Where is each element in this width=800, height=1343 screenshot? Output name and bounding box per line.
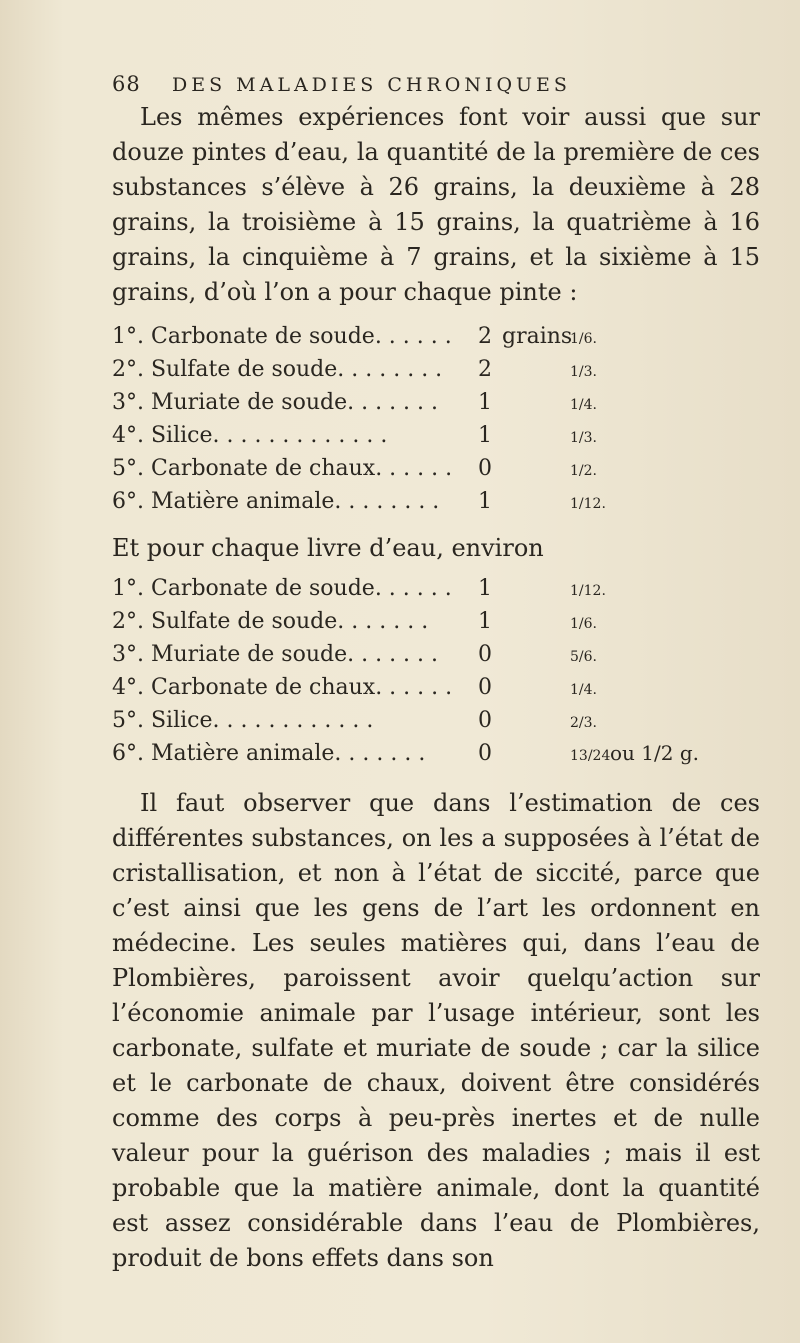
row-label: 5°. Carbonate de chaux. . . . . . [112, 456, 453, 481]
row-qty: 0 [478, 642, 492, 667]
row-fraction: 1/12. [570, 496, 606, 512]
table-row [112, 642, 760, 675]
table-row [112, 576, 760, 609]
table-row [112, 423, 760, 456]
table-per-livre [112, 576, 760, 774]
chapter-title: DES MALADIES CHRONIQUES [172, 74, 571, 96]
row-label: 4°. Silice. . . . . . . . . . . . . [112, 423, 388, 448]
row-label: 2°. Sulfate de soude. . . . . . . [112, 609, 429, 634]
row-fraction: 1/2. [570, 463, 597, 479]
row-fraction: 1/6. [570, 331, 597, 347]
row-qty: 2 [478, 357, 492, 382]
row-label: 6°. Matière animale. . . . . . . . [112, 489, 440, 514]
table-per-pinte [112, 324, 760, 522]
table-row [112, 708, 760, 741]
table-row [112, 357, 760, 390]
row-label: 1°. Carbonate de soude. . . . . . [112, 324, 452, 349]
table-row [112, 609, 760, 642]
row-label: 4°. Carbonate de chaux. . . . . . [112, 675, 453, 700]
row-label: 3°. Muriate de soude. . . . . . . [112, 390, 439, 415]
row-label: 5°. Silice. . . . . . . . . . . . [112, 708, 374, 733]
table-row [112, 456, 760, 489]
row-label: 3°. Muriate de soude. . . . . . . [112, 642, 439, 667]
table-row [112, 324, 760, 357]
row-fraction: 2/3. [570, 715, 597, 731]
intro-paragraph: Les mêmes expériences font voir aussi que sur douze pintes d’eau, la quantité de la première de ces substances s’élève à 26 grains, la deuxième à 28 grains, la troisième à 15 grains, la quatrième à 16 grains, la cinquième à 7 grains, et la sixième à 15 grains, d’où l’on a pour chaque pinte : [112, 103, 760, 306]
row-qty: 1 [478, 423, 492, 448]
row-label: 2°. Sulfate de soude. . . . . . . . [112, 357, 443, 382]
row-qty: 0 [478, 456, 492, 481]
row-qty: 1 [478, 576, 492, 601]
table-row [112, 390, 760, 423]
row-fraction: 1/4. [570, 682, 597, 698]
row-label: 1°. Carbonate de soude. . . . . . [112, 576, 452, 601]
table-row [112, 489, 760, 522]
table-row [112, 675, 760, 708]
row-fraction: 1/3. [570, 430, 597, 446]
row-qty: 1 [478, 390, 492, 415]
sub-heading: Et pour chaque livre d’eau, environ [112, 534, 544, 562]
row-qty: 2 [478, 324, 492, 349]
row-fraction: 1/12. [570, 583, 606, 599]
row-qty: 1 [478, 489, 492, 514]
table-row [112, 741, 760, 774]
page-number: 68 [112, 72, 141, 96]
row-fraction: 1/4. [570, 397, 597, 413]
row-fraction: 5/6. [570, 649, 597, 665]
running-head [112, 72, 760, 96]
row-qty: 0 [478, 741, 492, 766]
row-label: 6°. Matière animale. . . . . . . [112, 741, 426, 766]
row-qty: 0 [478, 708, 492, 733]
row-fraction: 13/24 [570, 748, 611, 764]
row-fraction: 1/6. [570, 616, 597, 632]
row-unit: grains [502, 324, 573, 349]
conclusion-paragraph: Il faut observer que dans l’estimation de ces différentes substances, on les a supposées à l’état de cristallisation, et non à l’état de siccité, parce que c’est ainsi que les gens de l’art les ordonnent en médecine. Les seules matières qui, dans l’eau de Plombières, paroissent avoir quelqu’action sur l’économie animale par l’usage intérieur, sont les carbonate, sulfate et muriate de soude ; car la silice et le carbonate de chaux, doivent être considérés comme des corps à peu-près inertes et de nulle valeur pour la guérison des maladies ; mais il est probable que la matière animale, dont la quantité est assez considérable dans l’eau de Plombières, produit de bons effets dans son [112, 789, 760, 1272]
row-fraction: 1/3. [570, 364, 597, 380]
row-extra: ou 1/2 g. [610, 741, 699, 765]
row-qty: 1 [478, 609, 492, 634]
row-qty: 0 [478, 675, 492, 700]
